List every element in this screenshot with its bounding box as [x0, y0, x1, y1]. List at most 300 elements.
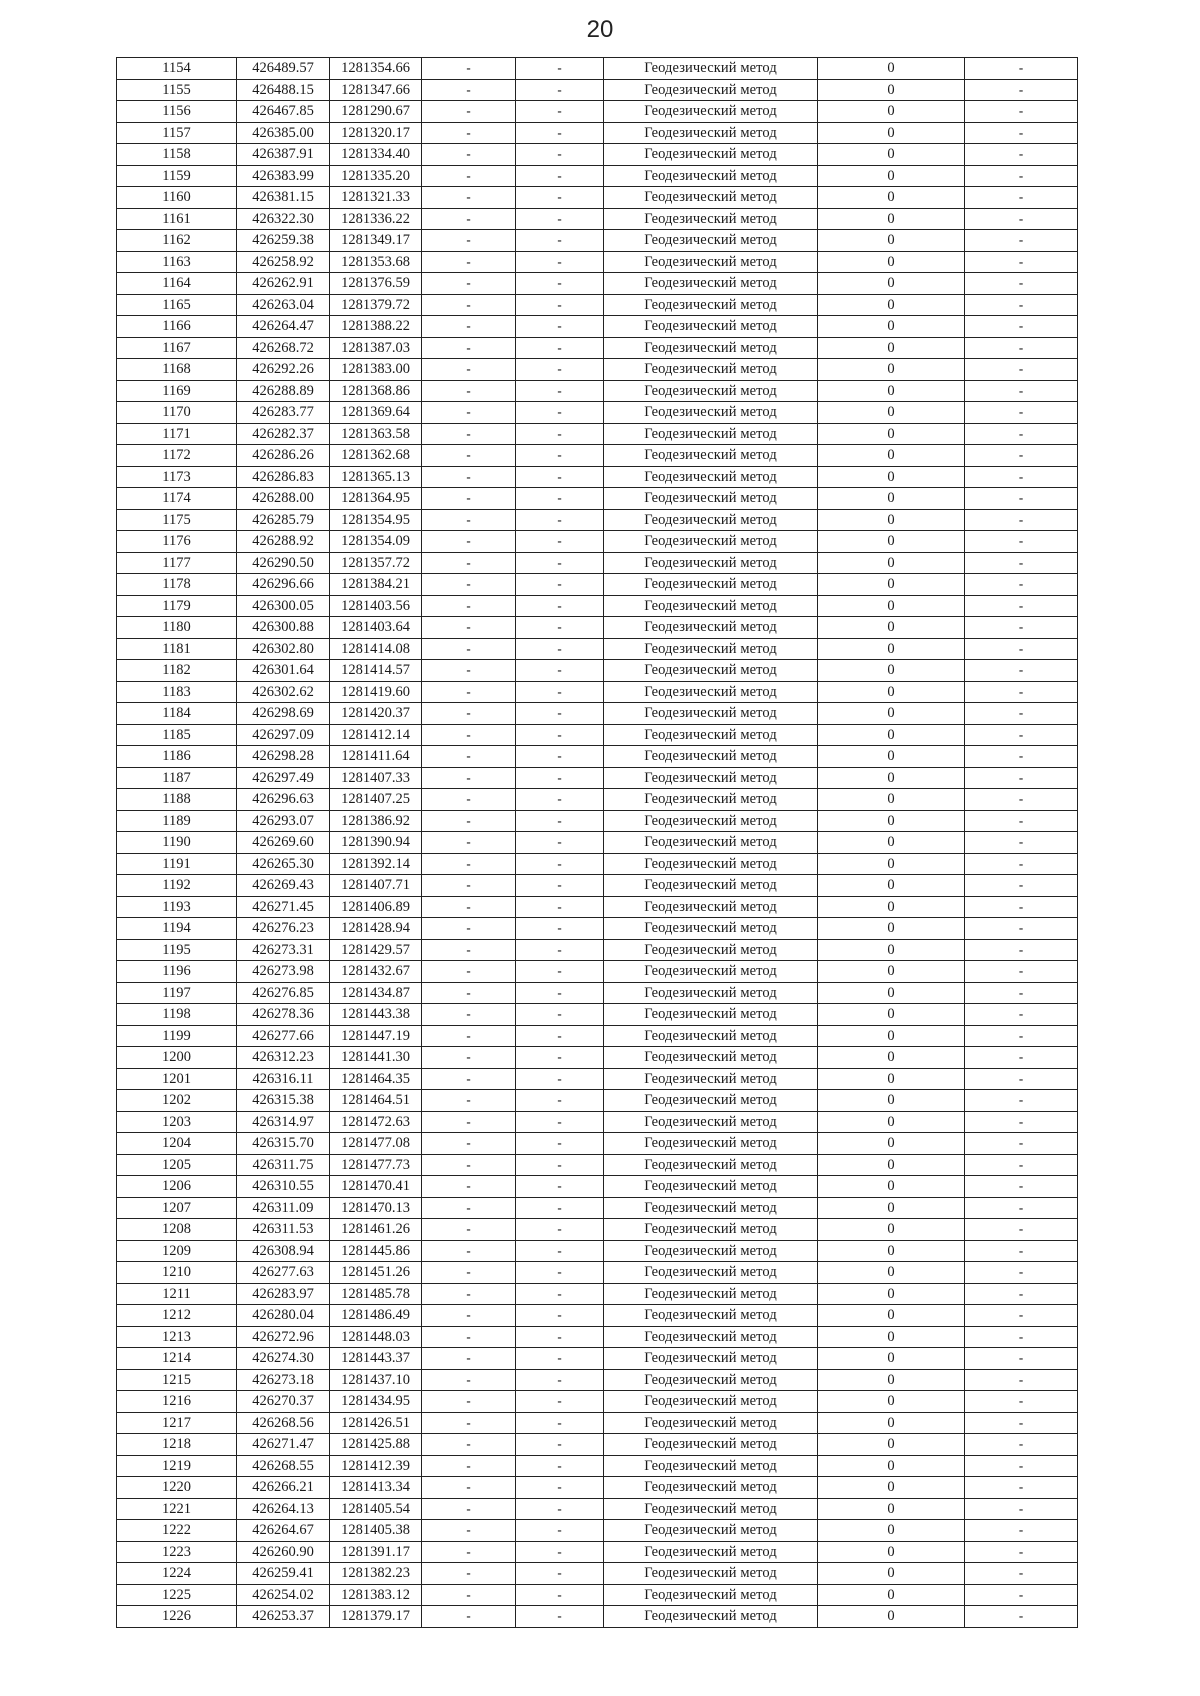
error-cell: 0 — [818, 595, 965, 617]
dash-cell: - — [965, 1305, 1078, 1327]
x-coordinate-cell: 426489.57 — [237, 58, 330, 80]
dash-cell: - — [422, 939, 516, 961]
x-coordinate-cell: 426296.63 — [237, 789, 330, 811]
point-number-cell: 1203 — [117, 1111, 237, 1133]
dash-cell: - — [516, 1498, 604, 1520]
x-coordinate-cell: 426322.30 — [237, 208, 330, 230]
dash-cell: - — [422, 1305, 516, 1327]
error-cell: 0 — [818, 1477, 965, 1499]
method-cell: Геодезический метод — [604, 1606, 818, 1628]
error-cell: 0 — [818, 681, 965, 703]
point-number-cell: 1180 — [117, 617, 237, 639]
dash-cell: - — [965, 1068, 1078, 1090]
table-row — [117, 724, 1078, 746]
method-cell: Геодезический метод — [604, 1348, 818, 1370]
table-row — [117, 1176, 1078, 1198]
error-cell: 0 — [818, 767, 965, 789]
y-coordinate-cell: 1281384.21 — [330, 574, 422, 596]
point-number-cell: 1171 — [117, 423, 237, 445]
x-coordinate-cell: 426283.97 — [237, 1283, 330, 1305]
dash-cell: - — [422, 617, 516, 639]
dash-cell: - — [516, 767, 604, 789]
error-cell: 0 — [818, 1111, 965, 1133]
y-coordinate-cell: 1281376.59 — [330, 273, 422, 295]
dash-cell: - — [965, 875, 1078, 897]
point-number-cell: 1174 — [117, 488, 237, 510]
point-number-cell: 1209 — [117, 1240, 237, 1262]
dash-cell: - — [965, 1004, 1078, 1026]
y-coordinate-cell: 1281434.95 — [330, 1391, 422, 1413]
x-coordinate-cell: 426271.45 — [237, 896, 330, 918]
method-cell: Геодезический метод — [604, 1369, 818, 1391]
table-row — [117, 853, 1078, 875]
dash-cell: - — [965, 552, 1078, 574]
method-cell: Геодезический метод — [604, 1004, 818, 1026]
x-coordinate-cell: 426297.49 — [237, 767, 330, 789]
error-cell: 0 — [818, 1584, 965, 1606]
dash-cell: - — [422, 724, 516, 746]
method-cell: Геодезический метод — [604, 1025, 818, 1047]
point-number-cell: 1163 — [117, 251, 237, 273]
table-row — [117, 165, 1078, 187]
dash-cell: - — [516, 810, 604, 832]
method-cell: Геодезический метод — [604, 875, 818, 897]
dash-cell: - — [516, 982, 604, 1004]
point-number-cell: 1161 — [117, 208, 237, 230]
y-coordinate-cell: 1281441.30 — [330, 1047, 422, 1069]
dash-cell: - — [965, 144, 1078, 166]
dash-cell: - — [422, 681, 516, 703]
dash-cell: - — [422, 767, 516, 789]
method-cell: Геодезический метод — [604, 509, 818, 531]
error-cell: 0 — [818, 1369, 965, 1391]
point-number-cell: 1199 — [117, 1025, 237, 1047]
method-cell: Геодезический метод — [604, 1477, 818, 1499]
table-row — [117, 466, 1078, 488]
point-number-cell: 1192 — [117, 875, 237, 897]
dash-cell: - — [422, 1563, 516, 1585]
method-cell: Геодезический метод — [604, 767, 818, 789]
error-cell: 0 — [818, 144, 965, 166]
point-number-cell: 1167 — [117, 337, 237, 359]
table-row — [117, 1283, 1078, 1305]
table-row — [117, 660, 1078, 682]
method-cell: Геодезический метод — [604, 466, 818, 488]
method-cell: Геодезический метод — [604, 789, 818, 811]
table-row — [117, 1606, 1078, 1628]
dash-cell: - — [516, 1111, 604, 1133]
y-coordinate-cell: 1281392.14 — [330, 853, 422, 875]
x-coordinate-cell: 426311.53 — [237, 1219, 330, 1241]
point-number-cell: 1170 — [117, 402, 237, 424]
table-row — [117, 101, 1078, 123]
method-cell: Геодезический метод — [604, 101, 818, 123]
dash-cell: - — [516, 1477, 604, 1499]
x-coordinate-cell: 426286.83 — [237, 466, 330, 488]
method-cell: Геодезический метод — [604, 1412, 818, 1434]
dash-cell: - — [965, 1133, 1078, 1155]
table-row — [117, 402, 1078, 424]
table-row — [117, 961, 1078, 983]
y-coordinate-cell: 1281379.72 — [330, 294, 422, 316]
dash-cell: - — [516, 552, 604, 574]
dash-cell: - — [422, 1348, 516, 1370]
dash-cell: - — [422, 1025, 516, 1047]
x-coordinate-cell: 426296.66 — [237, 574, 330, 596]
point-number-cell: 1162 — [117, 230, 237, 252]
x-coordinate-cell: 426302.62 — [237, 681, 330, 703]
y-coordinate-cell: 1281437.10 — [330, 1369, 422, 1391]
error-cell: 0 — [818, 208, 965, 230]
dash-cell: - — [516, 875, 604, 897]
x-coordinate-cell: 426274.30 — [237, 1348, 330, 1370]
y-coordinate-cell: 1281363.58 — [330, 423, 422, 445]
point-number-cell: 1225 — [117, 1584, 237, 1606]
dash-cell: - — [422, 122, 516, 144]
x-coordinate-cell: 426268.56 — [237, 1412, 330, 1434]
method-cell: Геодезический метод — [604, 1154, 818, 1176]
dash-cell: - — [422, 1369, 516, 1391]
dash-cell: - — [965, 122, 1078, 144]
error-cell: 0 — [818, 445, 965, 467]
method-cell: Геодезический метод — [604, 316, 818, 338]
dash-cell: - — [965, 918, 1078, 940]
x-coordinate-cell: 426273.31 — [237, 939, 330, 961]
y-coordinate-cell: 1281391.17 — [330, 1541, 422, 1563]
dash-cell: - — [516, 1369, 604, 1391]
point-number-cell: 1175 — [117, 509, 237, 531]
x-coordinate-cell: 426259.38 — [237, 230, 330, 252]
x-coordinate-cell: 426288.89 — [237, 380, 330, 402]
x-coordinate-cell: 426288.92 — [237, 531, 330, 553]
method-cell: Геодезический метод — [604, 1455, 818, 1477]
dash-cell: - — [516, 144, 604, 166]
method-cell: Геодезический метод — [604, 122, 818, 144]
dash-cell: - — [516, 1133, 604, 1155]
dash-cell: - — [422, 230, 516, 252]
point-number-cell: 1220 — [117, 1477, 237, 1499]
x-coordinate-cell: 426297.09 — [237, 724, 330, 746]
method-cell: Геодезический метод — [604, 617, 818, 639]
dash-cell: - — [422, 488, 516, 510]
x-coordinate-cell: 426269.60 — [237, 832, 330, 854]
y-coordinate-cell: 1281405.54 — [330, 1498, 422, 1520]
dash-cell: - — [516, 1541, 604, 1563]
dash-cell: - — [422, 165, 516, 187]
dash-cell: - — [965, 380, 1078, 402]
table-row — [117, 810, 1078, 832]
dash-cell: - — [516, 724, 604, 746]
y-coordinate-cell: 1281447.19 — [330, 1025, 422, 1047]
dash-cell: - — [516, 230, 604, 252]
dash-cell: - — [965, 1606, 1078, 1628]
dash-cell: - — [965, 1498, 1078, 1520]
table-row — [117, 488, 1078, 510]
dash-cell: - — [516, 1047, 604, 1069]
table-row — [117, 1584, 1078, 1606]
y-coordinate-cell: 1281428.94 — [330, 918, 422, 940]
x-coordinate-cell: 426278.36 — [237, 1004, 330, 1026]
error-cell: 0 — [818, 1004, 965, 1026]
table-row — [117, 79, 1078, 101]
dash-cell: - — [965, 1111, 1078, 1133]
y-coordinate-cell: 1281443.38 — [330, 1004, 422, 1026]
method-cell: Геодезический метод — [604, 595, 818, 617]
y-coordinate-cell: 1281368.86 — [330, 380, 422, 402]
y-coordinate-cell: 1281407.25 — [330, 789, 422, 811]
method-cell: Геодезический метод — [604, 79, 818, 101]
dash-cell: - — [422, 251, 516, 273]
table-row — [117, 423, 1078, 445]
point-number-cell: 1205 — [117, 1154, 237, 1176]
point-number-cell: 1160 — [117, 187, 237, 209]
dash-cell: - — [516, 939, 604, 961]
point-number-cell: 1217 — [117, 1412, 237, 1434]
table-row — [117, 939, 1078, 961]
dash-cell: - — [516, 101, 604, 123]
y-coordinate-cell: 1281403.56 — [330, 595, 422, 617]
x-coordinate-cell: 426288.00 — [237, 488, 330, 510]
dash-cell: - — [516, 1176, 604, 1198]
x-coordinate-cell: 426300.88 — [237, 617, 330, 639]
method-cell: Геодезический метод — [604, 1520, 818, 1542]
dash-cell: - — [516, 595, 604, 617]
dash-cell: - — [965, 359, 1078, 381]
error-cell: 0 — [818, 1606, 965, 1628]
error-cell: 0 — [818, 79, 965, 101]
error-cell: 0 — [818, 101, 965, 123]
error-cell: 0 — [818, 1348, 965, 1370]
y-coordinate-cell: 1281362.68 — [330, 445, 422, 467]
dash-cell: - — [516, 574, 604, 596]
dash-cell: - — [422, 1068, 516, 1090]
error-cell: 0 — [818, 337, 965, 359]
table-row — [117, 1025, 1078, 1047]
dash-cell: - — [965, 896, 1078, 918]
y-coordinate-cell: 1281353.68 — [330, 251, 422, 273]
dash-cell: - — [965, 187, 1078, 209]
dash-cell: - — [422, 101, 516, 123]
table-row — [117, 552, 1078, 574]
table-row — [117, 1133, 1078, 1155]
y-coordinate-cell: 1281320.17 — [330, 122, 422, 144]
table-row — [117, 1047, 1078, 1069]
x-coordinate-cell: 426263.04 — [237, 294, 330, 316]
y-coordinate-cell: 1281412.39 — [330, 1455, 422, 1477]
dash-cell: - — [422, 703, 516, 725]
point-number-cell: 1195 — [117, 939, 237, 961]
method-cell: Геодезический метод — [604, 638, 818, 660]
table-row — [117, 1068, 1078, 1090]
dash-cell: - — [422, 1391, 516, 1413]
method-cell: Геодезический метод — [604, 380, 818, 402]
table-row — [117, 144, 1078, 166]
dash-cell: - — [516, 58, 604, 80]
error-cell: 0 — [818, 1068, 965, 1090]
table-row — [117, 122, 1078, 144]
y-coordinate-cell: 1281383.00 — [330, 359, 422, 381]
dash-cell: - — [422, 552, 516, 574]
y-coordinate-cell: 1281426.51 — [330, 1412, 422, 1434]
dash-cell: - — [516, 1455, 604, 1477]
dash-cell: - — [516, 1305, 604, 1327]
y-coordinate-cell: 1281425.88 — [330, 1434, 422, 1456]
error-cell: 0 — [818, 1133, 965, 1155]
coordinates-table — [116, 57, 1078, 1628]
y-coordinate-cell: 1281357.72 — [330, 552, 422, 574]
dash-cell: - — [516, 79, 604, 101]
dash-cell: - — [422, 746, 516, 768]
point-number-cell: 1191 — [117, 853, 237, 875]
x-coordinate-cell: 426253.37 — [237, 1606, 330, 1628]
method-cell: Геодезический метод — [604, 1434, 818, 1456]
method-cell: Геодезический метод — [604, 939, 818, 961]
error-cell: 0 — [818, 832, 965, 854]
error-cell: 0 — [818, 1240, 965, 1262]
dash-cell: - — [965, 1219, 1078, 1241]
method-cell: Геодезический метод — [604, 337, 818, 359]
x-coordinate-cell: 426290.50 — [237, 552, 330, 574]
dash-cell: - — [516, 918, 604, 940]
x-coordinate-cell: 426264.47 — [237, 316, 330, 338]
dash-cell: - — [516, 638, 604, 660]
error-cell: 0 — [818, 789, 965, 811]
dash-cell: - — [422, 574, 516, 596]
x-coordinate-cell: 426283.77 — [237, 402, 330, 424]
x-coordinate-cell: 426286.26 — [237, 445, 330, 467]
y-coordinate-cell: 1281485.78 — [330, 1283, 422, 1305]
table-row — [117, 1455, 1078, 1477]
method-cell: Геодезический метод — [604, 144, 818, 166]
dash-cell: - — [422, 1047, 516, 1069]
dash-cell: - — [516, 445, 604, 467]
point-number-cell: 1178 — [117, 574, 237, 596]
dash-cell: - — [516, 1563, 604, 1585]
dash-cell: - — [965, 660, 1078, 682]
table-row — [117, 1520, 1078, 1542]
x-coordinate-cell: 426385.00 — [237, 122, 330, 144]
point-number-cell: 1224 — [117, 1563, 237, 1585]
y-coordinate-cell: 1281477.73 — [330, 1154, 422, 1176]
dash-cell: - — [422, 144, 516, 166]
dash-cell: - — [516, 1219, 604, 1241]
dash-cell: - — [965, 703, 1078, 725]
y-coordinate-cell: 1281477.08 — [330, 1133, 422, 1155]
error-cell: 0 — [818, 552, 965, 574]
dash-cell: - — [965, 982, 1078, 1004]
x-coordinate-cell: 426277.66 — [237, 1025, 330, 1047]
table-row — [117, 832, 1078, 854]
dash-cell: - — [965, 767, 1078, 789]
point-number-cell: 1166 — [117, 316, 237, 338]
method-cell: Геодезический метод — [604, 810, 818, 832]
point-number-cell: 1212 — [117, 1305, 237, 1327]
x-coordinate-cell: 426277.63 — [237, 1262, 330, 1284]
method-cell: Геодезический метод — [604, 1068, 818, 1090]
x-coordinate-cell: 426260.90 — [237, 1541, 330, 1563]
point-number-cell: 1197 — [117, 982, 237, 1004]
method-cell: Геодезический метод — [604, 918, 818, 940]
error-cell: 0 — [818, 1154, 965, 1176]
dash-cell: - — [516, 789, 604, 811]
dash-cell: - — [516, 488, 604, 510]
x-coordinate-cell: 426301.64 — [237, 660, 330, 682]
error-cell: 0 — [818, 617, 965, 639]
point-number-cell: 1168 — [117, 359, 237, 381]
table-row — [117, 1498, 1078, 1520]
error-cell: 0 — [818, 1520, 965, 1542]
x-coordinate-cell: 426298.69 — [237, 703, 330, 725]
dash-cell: - — [422, 294, 516, 316]
method-cell: Геодезический метод — [604, 187, 818, 209]
x-coordinate-cell: 426488.15 — [237, 79, 330, 101]
dash-cell: - — [422, 875, 516, 897]
dash-cell: - — [422, 810, 516, 832]
method-cell: Геодезический метод — [604, 273, 818, 295]
method-cell: Геодезический метод — [604, 402, 818, 424]
error-cell: 0 — [818, 918, 965, 940]
table-row — [117, 337, 1078, 359]
table-row — [117, 875, 1078, 897]
y-coordinate-cell: 1281354.95 — [330, 509, 422, 531]
point-number-cell: 1158 — [117, 144, 237, 166]
table-row — [117, 1240, 1078, 1262]
dash-cell: - — [422, 1541, 516, 1563]
dash-cell: - — [965, 273, 1078, 295]
y-coordinate-cell: 1281414.57 — [330, 660, 422, 682]
error-cell: 0 — [818, 1434, 965, 1456]
dash-cell: - — [422, 187, 516, 209]
method-cell: Геодезический метод — [604, 1133, 818, 1155]
error-cell: 0 — [818, 531, 965, 553]
method-cell: Геодезический метод — [604, 1111, 818, 1133]
point-number-cell: 1215 — [117, 1369, 237, 1391]
point-number-cell: 1226 — [117, 1606, 237, 1628]
dash-cell: - — [516, 1068, 604, 1090]
method-cell: Геодезический метод — [604, 208, 818, 230]
y-coordinate-cell: 1281349.17 — [330, 230, 422, 252]
x-coordinate-cell: 426298.28 — [237, 746, 330, 768]
dash-cell: - — [422, 423, 516, 445]
table-row — [117, 789, 1078, 811]
method-cell: Геодезический метод — [604, 1090, 818, 1112]
dash-cell: - — [516, 853, 604, 875]
y-coordinate-cell: 1281419.60 — [330, 681, 422, 703]
dash-cell: - — [965, 531, 1078, 553]
dash-cell: - — [516, 961, 604, 983]
y-coordinate-cell: 1281407.71 — [330, 875, 422, 897]
method-cell: Геодезический метод — [604, 660, 818, 682]
x-coordinate-cell: 426381.15 — [237, 187, 330, 209]
dash-cell: - — [965, 1412, 1078, 1434]
y-coordinate-cell: 1281486.49 — [330, 1305, 422, 1327]
x-coordinate-cell: 426264.67 — [237, 1520, 330, 1542]
dash-cell: - — [965, 789, 1078, 811]
dash-cell: - — [516, 703, 604, 725]
table-row — [117, 380, 1078, 402]
dash-cell: - — [516, 165, 604, 187]
x-coordinate-cell: 426467.85 — [237, 101, 330, 123]
dash-cell: - — [422, 58, 516, 80]
dash-cell: - — [965, 466, 1078, 488]
error-cell: 0 — [818, 1219, 965, 1241]
method-cell: Геодезический метод — [604, 488, 818, 510]
dash-cell: - — [422, 337, 516, 359]
point-number-cell: 1196 — [117, 961, 237, 983]
x-coordinate-cell: 426272.96 — [237, 1326, 330, 1348]
error-cell: 0 — [818, 165, 965, 187]
dash-cell: - — [965, 1369, 1078, 1391]
